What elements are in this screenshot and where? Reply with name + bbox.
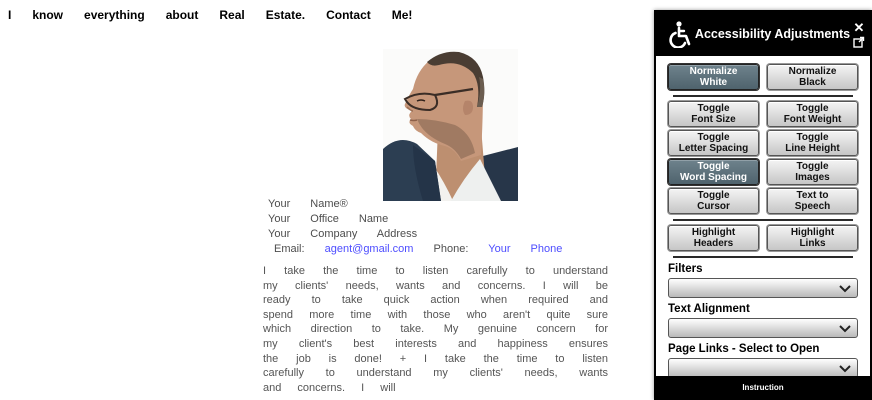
divider [673,219,853,221]
toggle-font-size-button[interactable]: Toggle Font Size [668,101,759,127]
panel-title: Accessibility Adjustments [694,27,851,41]
nav-item-everything[interactable]: everything [84,8,145,22]
nav-item-contact[interactable]: Contact [326,8,371,22]
agent-office: Your Office Name [268,213,389,225]
toggle-word-spacing-button[interactable]: Toggle Word Spacing [668,159,759,185]
toggle-line-height-button[interactable]: Toggle Line Height [767,130,858,156]
nav-item-know[interactable]: know [32,8,64,22]
chevron-down-icon [839,285,851,293]
nav-item-i[interactable]: I [8,8,12,22]
toggle-cursor-button[interactable]: Toggle Cursor [668,188,759,214]
chevron-down-icon [839,325,851,333]
divider [673,256,853,258]
text-to-speech-button[interactable]: Text to Speech [767,188,858,214]
phone-link[interactable]: Your Phone [488,243,563,255]
agent-portrait-illustration [383,49,518,201]
panel-footer[interactable]: Instruction [656,376,870,398]
email-label: Email: [274,243,305,255]
filters-select[interactable] [668,278,858,298]
toggle-images-button[interactable]: Toggle Images [767,159,858,185]
nav-item-real[interactable]: Real [219,8,245,22]
panel-body [656,56,870,376]
close-icon[interactable]: ✕ [853,19,865,35]
filters-label: Filters [668,263,703,275]
agent-bio: I take the time to listen carefully to understand my clients' needs, wants and concerns. I will be ready to take quick action when required and spend more time with those who aren't quite sure which direction to take. My genuine concern for my client's best interests and happiness ensures the job is done! + I take the time to listen carefully to understand my clients' needs, wants and concerns. I will [263,265,608,394]
accessibility-panel [654,10,872,400]
contact-block [268,197,562,257]
nav-item-about[interactable]: about [165,8,199,22]
highlight-headers-button[interactable]: Highlight Headers [668,225,759,251]
open-new-window-icon[interactable] [853,36,865,48]
contact-line [268,242,562,257]
highlight-links-button[interactable]: Highlight Links [767,225,858,251]
agent-address: Your Company Address [268,228,418,240]
email-link[interactable]: agent@gmail.com [324,243,414,255]
chevron-down-icon [839,365,851,373]
nav-item-me[interactable]: Me! [391,8,413,22]
panel-header [656,12,870,56]
page-links-label: Page Links - Select to Open [668,343,820,355]
text-alignment-label: Text Alignment [668,303,750,315]
normalize-white-button[interactable]: Normalize White [668,64,759,90]
agent-photo [383,49,518,201]
page-links-select[interactable] [668,358,858,376]
agent-name: Your Name® [268,198,348,210]
wheelchair-icon [666,20,692,48]
divider [673,95,853,97]
toggle-font-weight-button[interactable]: Toggle Font Weight [767,101,858,127]
normalize-black-button[interactable]: Normalize Black [767,64,858,90]
toggle-letter-spacing-button[interactable]: Toggle Letter Spacing [668,130,759,156]
nav-item-estate[interactable]: Estate. [265,8,306,22]
phone-label: Phone: [433,243,469,255]
text-alignment-select[interactable] [668,318,858,338]
main-nav [8,8,412,22]
